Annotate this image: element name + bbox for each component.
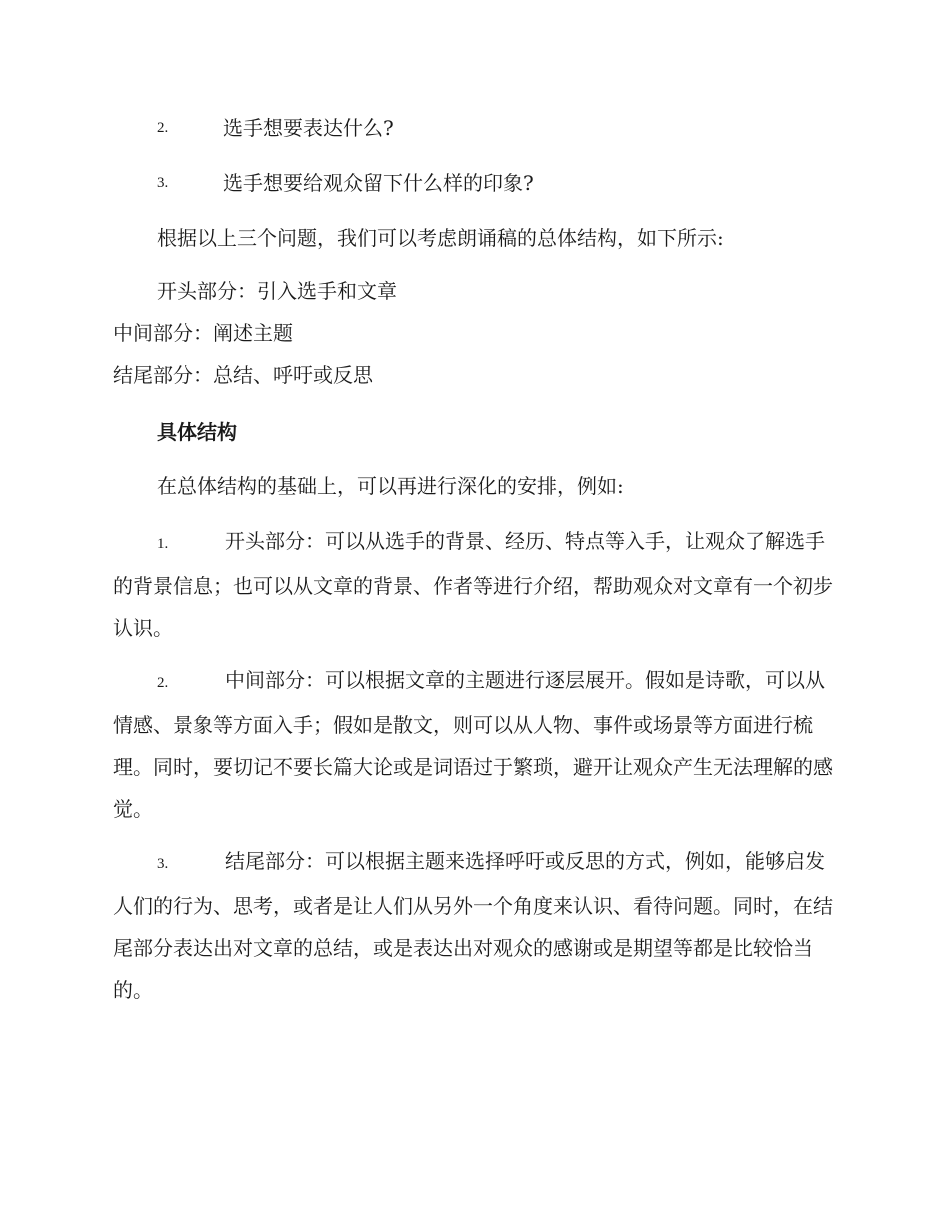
intro-paragraph: 根据以上三个问题，我们可以考虑朗诵稿的总体结构，如下所示:	[157, 226, 724, 250]
detail-text: 中间部分：可以根据文章的主题进行逐层展开。假如是诗歌，可以从情感、景象等方面入手；假如是散文，则可以从人物、事件或场景等方面进行梳理。同时，要切记不要长篇大论或是词语过于繁琐，避开让观众产生无法理解的感觉。	[113, 668, 833, 821]
section-intro: 在总体结构的基础上，可以再进行深化的安排，例如:	[157, 474, 624, 498]
structure-middle: 中间部分：阐述主题	[113, 321, 293, 345]
list-item-text: 选手想要表达什么?	[223, 116, 394, 140]
list-number: 1.	[157, 536, 169, 552]
detail-text: 结尾部分：可以根据主题来选择呼吁或反思的方式，例如，能够启发人们的行为、思考，或者是让人们从另外一个角度来认识、看待问题。同时，在结尾部分表达出对文章的总结，或是表达出对观众的感谢或是期望等都是比较恰当的。	[113, 849, 833, 1002]
structure-opening: 开头部分：引入选手和文章	[157, 279, 397, 303]
detail-item-2	[113, 659, 833, 830]
list-number: 3.	[157, 856, 169, 872]
list-item-text: 选手想要给观众留下什么样的印象?	[223, 171, 534, 195]
detail-item-1	[113, 520, 833, 649]
detail-item-3	[113, 840, 833, 1011]
structure-ending: 结尾部分：总结、呼吁或反思	[113, 363, 373, 387]
list-number: 3.	[157, 175, 169, 191]
list-number: 2.	[157, 675, 169, 691]
detail-text: 开头部分：可以从选手的背景、经历、特点等入手，让观众了解选手的背景信息；也可以从文章的背景、作者等进行介绍，帮助观众对文章有一个初步认识。	[113, 529, 833, 640]
list-number: 2.	[157, 120, 169, 136]
section-heading: 具体结构	[157, 420, 237, 444]
